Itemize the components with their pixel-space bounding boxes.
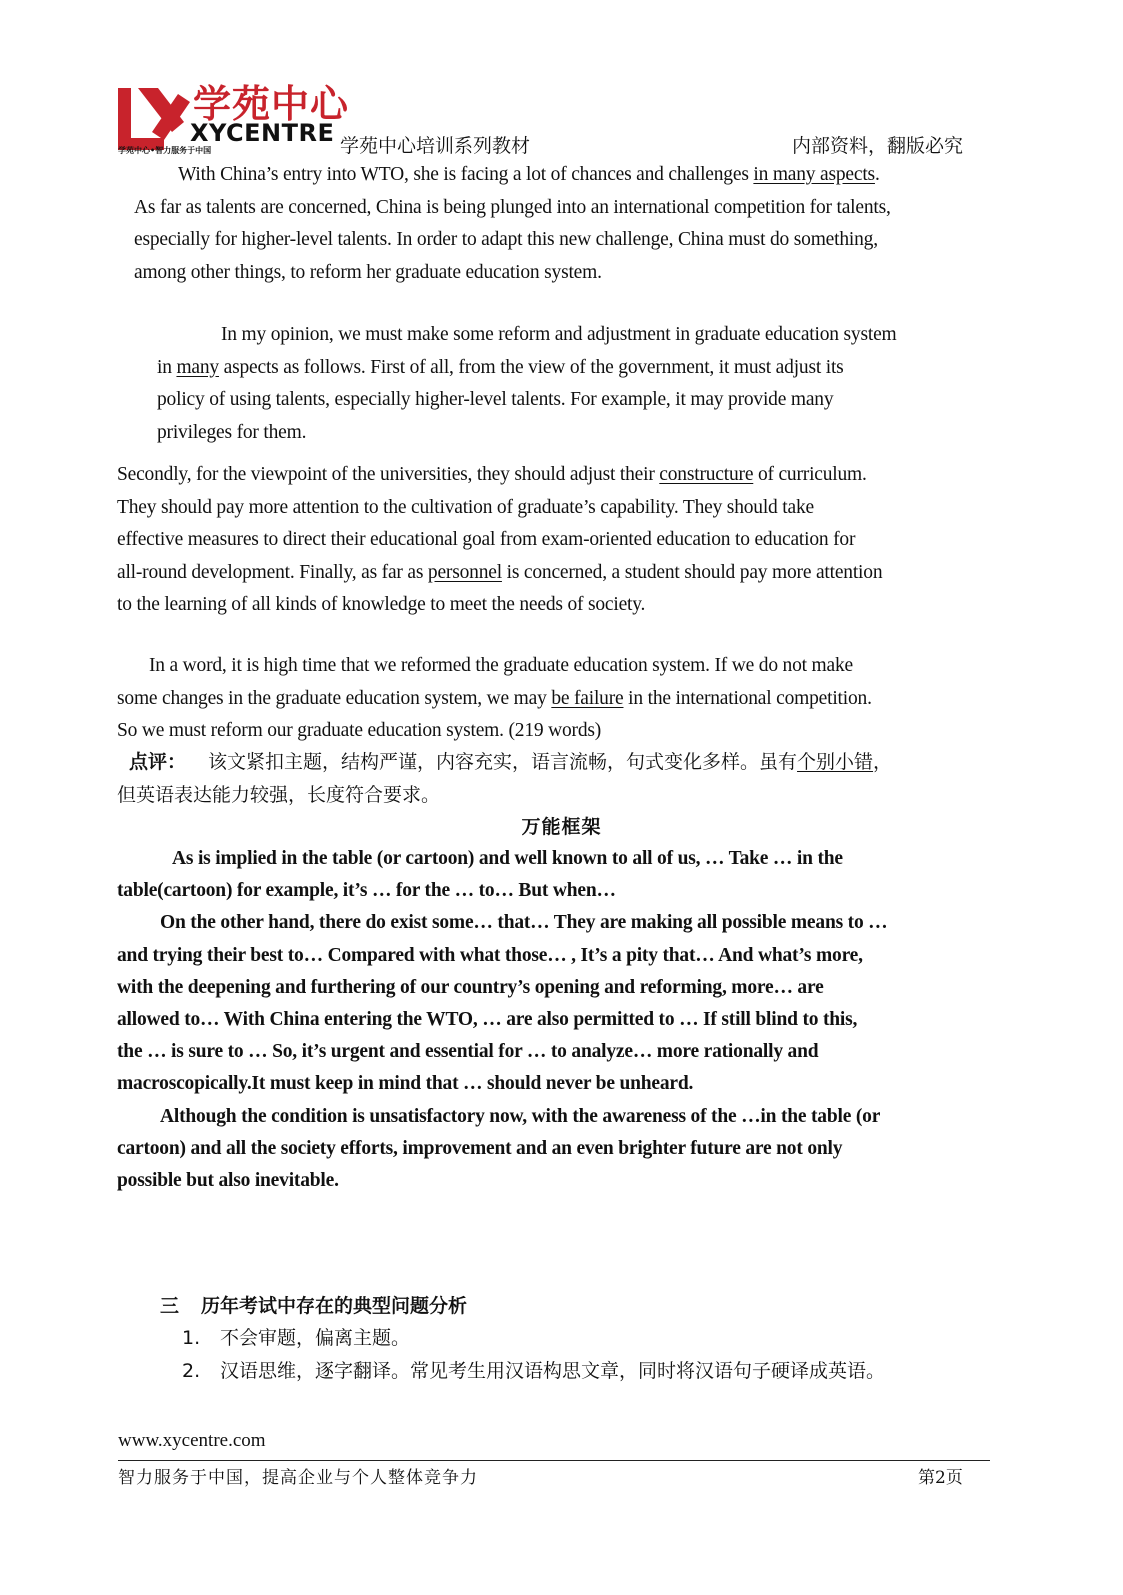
section-title: 历年考试中存在的典型问题分析 [201,1295,468,1317]
text-line: Although the condition is unsatisfactory now, with the awareness of the …in the table (or [160,1105,881,1127]
text-line: with the deepening and furthering of our country’s opening and reforming, more… are [117,976,824,998]
text-line: some changes in the graduate education system, we may be failure in the international competition. [117,687,872,709]
text-line: cartoon) and all the society efforts, improvement and an even brighter future are not only [117,1137,843,1159]
section-list [182,1322,885,1387]
text-line: and trying their best to… Compared with what those… , It’s a pity that… And what’s more, [117,944,863,966]
text-line: In my opinion, we must make some reform and adjustment in graduate education system [221,324,897,345]
text-line: effective measures to direct their educational goal from exam-oriented education to education for [117,529,856,550]
footer-slogan: 智力服务于中国，提高企业与个人整体竞争力 [118,1468,478,1488]
footer-divider [118,1460,990,1461]
logo-chinese-name: 学苑中心 [193,82,350,126]
text-line: in many aspects as follows. First of all, from the view of the government, it must adjust its [157,356,844,378]
essay-paragraph-1 [134,159,891,289]
logo-tagline: 学苑中心•智力服务于中国 [118,146,212,155]
text-line: policy of using talents, especially higher-level talents. For example, it may provide many [157,389,834,410]
section-number: 三 [160,1295,180,1317]
text-line: allowed to… With China entering the WTO, … are also permitted to … If still blind to this, [117,1008,858,1030]
text-line: to the learning of all kinds of knowledge to meet the needs of society. [117,594,646,615]
text-line: Secondly, for the viewpoint of the universities, they should adjust their constructure of curriculum. [117,464,867,485]
text-line: As is implied in the table (or cartoon) and well known to all of us, … Take … in the [172,848,843,869]
footer-url: www.xycentre.com [118,1430,266,1451]
text-line: all-round development. Finally, as far as personnel is concerned, a student should pay more attention [117,561,883,583]
underlined-phrase: in many aspects [753,164,875,185]
text-line: possible but also inevitable. [117,1169,339,1191]
comment-label: 点评： [129,751,187,773]
text-line: among other things, to reform her graduate education system. [134,261,602,283]
list-item: 2. 汉语思维，逐字翻译。常见考生用汉语构思文章，同时将汉语句子硬译成英语。 [182,1359,886,1382]
underlined-phrase: 个别小错 [797,751,874,773]
header-notice: 内部资料，翻版必究 [792,135,964,157]
underlined-word: many [176,356,219,378]
text-line: macroscopically.It must keep in mind that … should never be unheard. [117,1073,694,1095]
text-line: On the other hand, there do exist some… that… They are making all possible means to … [160,912,888,934]
list-item: 1. 不会审题，偏离主题。 [182,1327,411,1349]
comment-block [117,746,892,811]
text-line: table(cartoon) for example, it’s … for the … to… But when… [117,880,616,902]
text-line: As far as talents are concerned, China is being plunged into an international competition for talents, [134,196,891,218]
text-line: privileges for them. [157,421,307,443]
essay-paragraph-3 [117,459,882,622]
underlined-phrase: be failure [551,687,624,709]
essay-paragraph-2 [157,319,897,449]
text-line: In a word, it is high time that we reformed the graduate education system. If we do not make [149,655,853,676]
xycentre-logo-mark [118,88,190,154]
framework-title: 万能框架 [521,816,602,838]
text-line: the … is sure to … So, it’s urgent and essential for … to analyze… more rationally and [117,1041,819,1063]
logo-english-name: XYCENTRE [190,119,335,147]
text-line: So we must reform our graduate education system. (219 words) [117,720,602,741]
text-line: They should pay more attention to the cultivation of graduate’s capability. They should take [117,496,814,518]
text-line: 点评： 该文紧扣主题，结构严谨，内容充实，语言流畅，句式变化多样。虽有个别小错， [117,746,892,779]
section-heading [160,1290,467,1323]
header-series-title: 学苑中心培训系列教材 [340,135,531,157]
underlined-word: personnel [427,561,502,583]
framework-body [117,843,887,1197]
page-number: 第2页 [918,1468,963,1488]
essay-paragraph-4 [117,650,872,748]
text-line: With China’s entry into WTO, she is facing a lot of chances and challenges in many aspects. [178,164,880,185]
text-line: 但英语表达能力较强，长度符合要求。 [117,783,441,806]
underlined-word: constructure [659,464,754,485]
text-line: especially for higher-level talents. In order to adapt this new challenge, China must do something, [134,229,878,250]
